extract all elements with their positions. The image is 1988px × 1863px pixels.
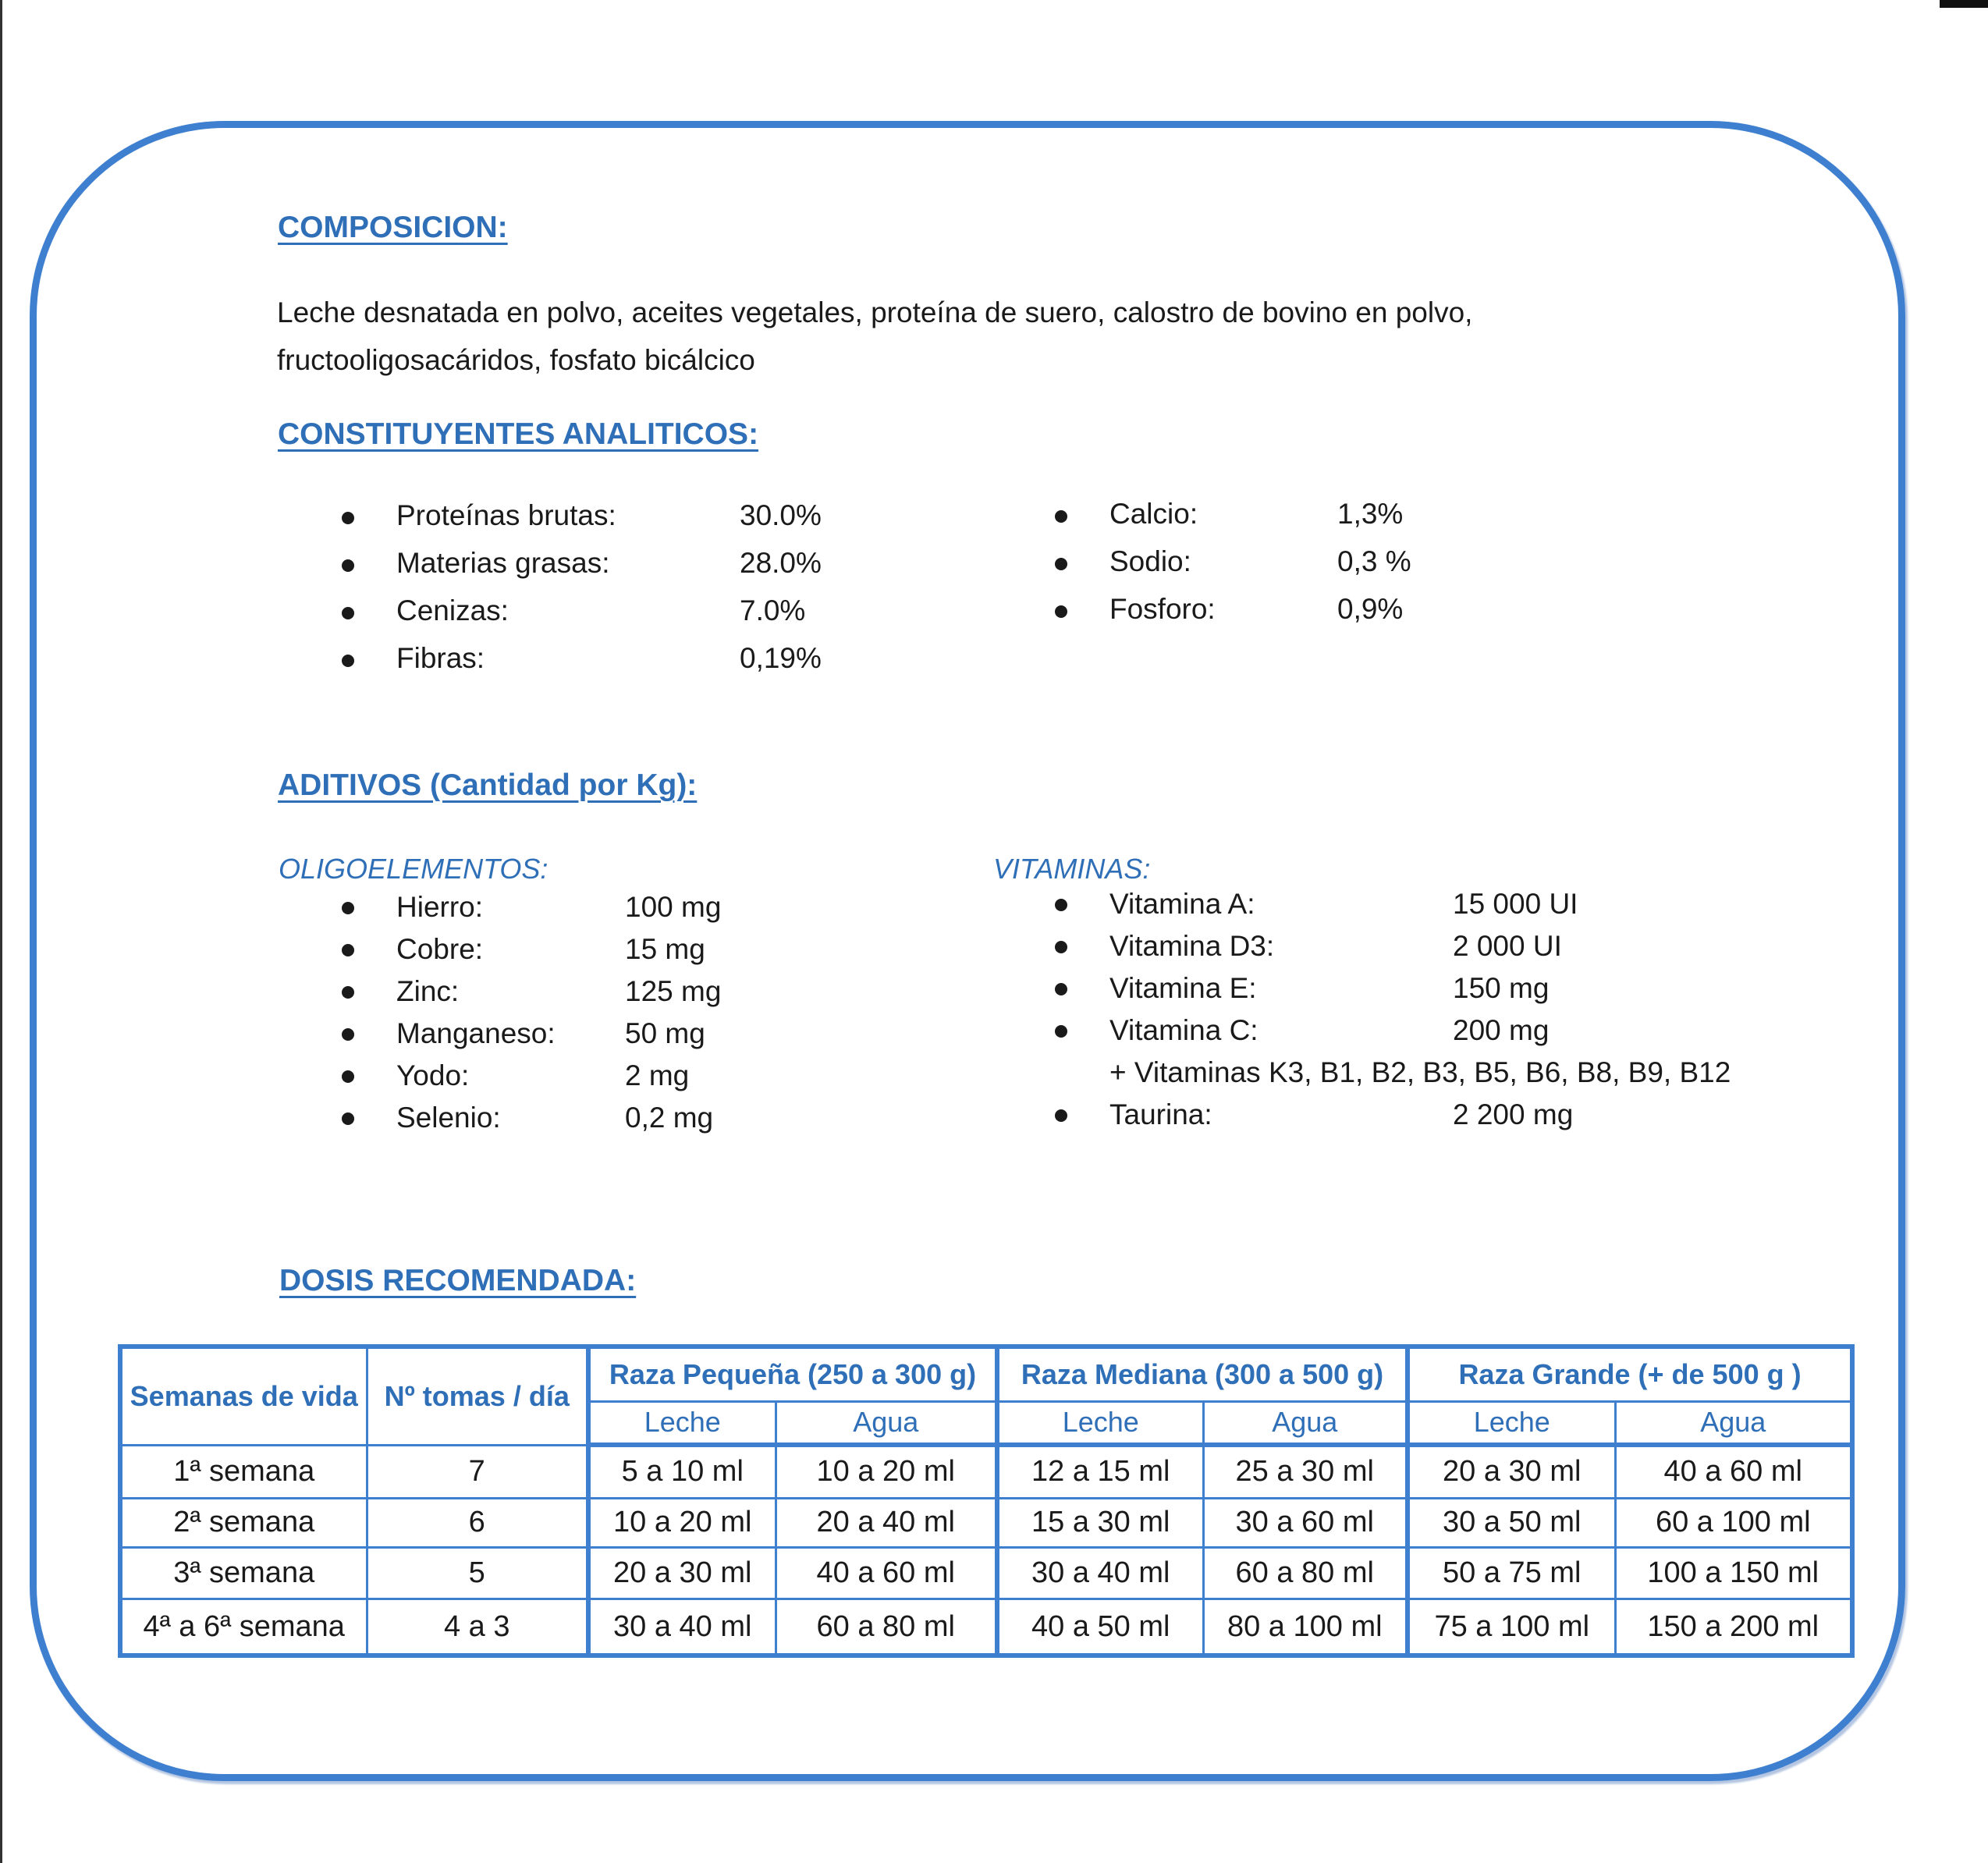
list-item [1109, 593, 1404, 641]
cell-pequena-leche: 10 a 20 ml [588, 1498, 776, 1548]
item-value: 2 000 UI [1453, 930, 1562, 962]
item-value: 2 mg [625, 1059, 690, 1091]
subheader-agua: Agua [1615, 1401, 1852, 1445]
cell-tomas: 4 a 3 [367, 1599, 588, 1655]
list-item [396, 1059, 690, 1102]
item-label: Vitamina D3: [1109, 930, 1275, 962]
analiticos-list-left [396, 499, 822, 690]
item-value: 0,2 mg [625, 1102, 714, 1134]
item-value: 2 200 mg [1453, 1098, 1574, 1130]
subheader-leche: Leche [1408, 1401, 1615, 1445]
bullet-icon [342, 1028, 354, 1041]
item-label: Fibras: [396, 642, 485, 674]
cell-pequena-leche: 20 a 30 ml [588, 1548, 776, 1599]
list-item [396, 975, 722, 1017]
cell-mediana-agua: 30 a 60 ml [1203, 1498, 1408, 1548]
cell-pequena-agua: 40 a 60 ml [776, 1548, 997, 1599]
cell-mediana-leche: 12 a 15 ml [997, 1445, 1203, 1498]
cell-semana: 4ª a 6ª semana [120, 1599, 367, 1655]
scan-edge-left [0, 0, 2, 1863]
vitaminas-list [1109, 888, 1731, 1141]
cell-semana: 3ª semana [120, 1548, 367, 1599]
list-item [1109, 1098, 1731, 1141]
list-item [1109, 972, 1731, 1014]
item-label: Sodio: [1109, 545, 1191, 577]
cell-mediana-agua: 25 a 30 ml [1203, 1445, 1408, 1498]
item-label: Calcio: [1109, 498, 1198, 530]
cell-grande-leche: 20 a 30 ml [1408, 1445, 1615, 1498]
bullet-icon [1055, 983, 1067, 995]
list-item [396, 1017, 705, 1059]
cell-grande-leche: 50 a 75 ml [1408, 1548, 1615, 1599]
scan-edge-mark [1940, 0, 1988, 8]
item-value: 7.0% [740, 594, 806, 626]
cell-pequena-leche: 5 a 10 ml [588, 1445, 776, 1498]
bullet-icon [342, 986, 354, 999]
cell-pequena-agua: 20 a 40 ml [776, 1498, 997, 1548]
item-label: Fosforo: [1109, 593, 1216, 625]
cell-mediana-leche: 15 a 30 ml [997, 1498, 1203, 1548]
list-item [396, 1102, 714, 1144]
header-semanas: Semanas de vida [120, 1347, 367, 1445]
cell-tomas: 5 [367, 1548, 588, 1599]
item-value: 200 mg [1453, 1014, 1550, 1046]
item-value: 50 mg [625, 1017, 705, 1049]
cell-semana: 2ª semana [120, 1498, 367, 1548]
oligoelementos-list [396, 891, 722, 1144]
bullet-icon [342, 512, 354, 524]
bullet-icon [342, 655, 354, 667]
vitaminas-subtitle: VITAMINAS: [993, 853, 1151, 885]
list-item [1109, 545, 1411, 593]
item-label: Proteínas brutas: [396, 499, 616, 531]
bullet-icon [1055, 558, 1067, 570]
cell-mediana-agua: 60 a 80 ml [1203, 1548, 1408, 1599]
cell-grande-agua: 100 a 150 ml [1615, 1548, 1852, 1599]
header-raza-mediana: Raza Mediana (300 a 500 g) [997, 1347, 1408, 1401]
item-label: Vitamina C: [1109, 1014, 1258, 1046]
cell-pequena-agua: 60 a 80 ml [776, 1599, 997, 1655]
bullet-icon [342, 944, 354, 956]
item-value: 125 mg [625, 975, 722, 1007]
item-label: Yodo: [396, 1059, 470, 1091]
cell-tomas: 6 [367, 1498, 588, 1548]
subheader-agua: Agua [776, 1401, 997, 1445]
bullet-icon [342, 1070, 354, 1083]
header-tomas: Nº tomas / día [367, 1347, 588, 1445]
list-item [1109, 888, 1731, 930]
list-item [396, 499, 822, 547]
cell-grande-agua: 40 a 60 ml [1615, 1445, 1852, 1498]
bullet-icon [342, 607, 354, 619]
subheader-leche: Leche [997, 1401, 1203, 1445]
list-item [1109, 930, 1731, 972]
item-value: 0,19% [740, 642, 822, 674]
list-item [396, 891, 722, 933]
oligoelementos-subtitle: OLIGOELEMENTOS: [279, 853, 548, 885]
subheader-leche: Leche [588, 1401, 776, 1445]
item-label: Zinc: [396, 975, 460, 1007]
bullet-icon [1055, 941, 1067, 953]
item-value: 150 mg [1453, 972, 1550, 1004]
item-value: 0,9% [1337, 593, 1404, 625]
table-row [120, 1548, 1852, 1599]
item-label: Selenio: [396, 1102, 501, 1134]
item-value: 0,3 % [1337, 545, 1411, 577]
item-value: 1,3% [1337, 498, 1404, 530]
header-raza-grande: Raza Grande (+ de 500 g ) [1408, 1347, 1852, 1401]
table-row [120, 1498, 1852, 1548]
composicion-text [277, 289, 1603, 384]
table-row [120, 1445, 1852, 1498]
item-label: Vitamina E: [1109, 972, 1257, 1004]
item-value: 15 mg [625, 933, 705, 965]
cell-grande-agua: 60 a 100 ml [1615, 1498, 1852, 1548]
vitamins-note [1109, 1056, 1731, 1098]
header-raza-pequena: Raza Pequeña (250 a 300 g) [588, 1347, 997, 1401]
list-item [396, 642, 822, 690]
item-label: Cobre: [396, 933, 484, 965]
item-label: Taurina: [1109, 1098, 1212, 1130]
bullet-icon [1055, 1025, 1067, 1038]
item-value: 28.0% [740, 547, 822, 579]
item-label: Cenizas: [396, 594, 509, 626]
table-row [120, 1599, 1852, 1655]
cell-pequena-leche: 30 a 40 ml [588, 1599, 776, 1655]
analiticos-title: CONSTITUYENTES ANALITICOS: [278, 417, 759, 451]
list-item [396, 594, 806, 642]
bullet-icon [1055, 1109, 1067, 1122]
bullet-icon [1055, 605, 1067, 618]
item-value: 30.0% [740, 499, 822, 531]
aditivos-title: ADITIVOS (Cantidad por Kg): [278, 768, 698, 802]
list-item [396, 933, 705, 975]
cell-semana: 1ª semana [120, 1445, 367, 1498]
bullet-icon [1055, 899, 1067, 911]
item-label: Manganeso: [396, 1017, 556, 1049]
item-label: Hierro: [396, 891, 484, 923]
composicion-title: COMPOSICION: [278, 211, 508, 244]
dosis-table [118, 1344, 1855, 1658]
cell-grande-agua: 150 a 200 ml [1615, 1599, 1852, 1655]
item-value: 100 mg [625, 891, 722, 923]
cell-grande-leche: 75 a 100 ml [1408, 1599, 1615, 1655]
analiticos-list-right [1109, 498, 1411, 641]
cell-grande-leche: 30 a 50 ml [1408, 1498, 1615, 1548]
composicion-line1: Leche desnatada en polvo, aceites vegetales, proteína de suero, calostro de bovino en polvo, [277, 296, 1473, 328]
cell-mediana-leche: 40 a 50 ml [997, 1599, 1203, 1655]
bullet-icon [342, 559, 354, 572]
list-item [396, 547, 822, 594]
item-label: Materias grasas: [396, 547, 610, 579]
list-item [1109, 1014, 1731, 1056]
subheader-agua: Agua [1203, 1401, 1408, 1445]
item-value: 15 000 UI [1453, 888, 1578, 920]
bullet-icon [1055, 510, 1067, 523]
cell-mediana-leche: 30 a 40 ml [997, 1548, 1203, 1599]
cell-pequena-agua: 10 a 20 ml [776, 1445, 997, 1498]
cell-tomas: 7 [367, 1445, 588, 1498]
composicion-line2: fructooligosacáridos, fosfato bicálcico [277, 344, 755, 376]
cell-mediana-agua: 80 a 100 ml [1203, 1599, 1408, 1655]
vitamins-note-text: + Vitaminas K3, B1, B2, B3, B5, B6, B8, B9, B12 [1109, 1056, 1731, 1088]
bullet-icon [342, 1112, 354, 1125]
dosis-title: DOSIS RECOMENDADA: [279, 1264, 637, 1297]
list-item [1109, 498, 1404, 545]
bullet-icon [342, 902, 354, 914]
item-label: Vitamina A: [1109, 888, 1255, 920]
